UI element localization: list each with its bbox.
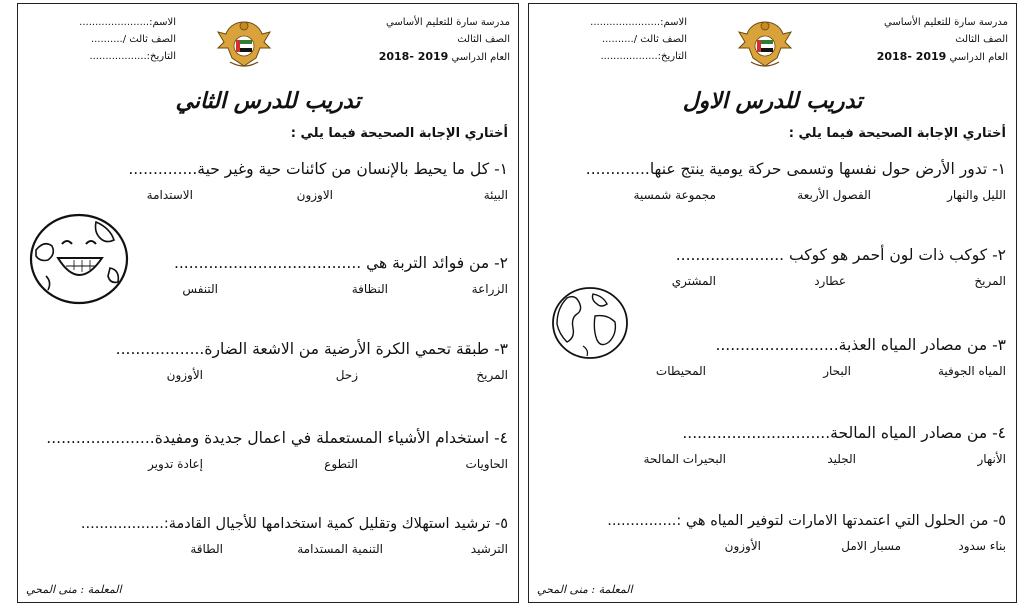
teacher-signature: المعلمة : منى المحي <box>26 583 122 596</box>
question-options <box>28 457 508 477</box>
option-1[interactable]: الليل والنهار <box>947 188 1006 202</box>
question-options <box>28 188 508 208</box>
school-name: مدرسة سارة للتعليم الأساسي <box>883 17 1008 28</box>
option-3[interactable]: المشتري <box>671 274 716 288</box>
option-2[interactable]: مسبار الامل <box>841 539 901 553</box>
option-3[interactable]: المحيطات <box>655 364 706 378</box>
question-text: ٢- من فوائد التربة هي ...................................... <box>173 254 508 272</box>
student-info <box>26 14 176 65</box>
question-4 <box>28 429 508 477</box>
grade-label: الصف الثالث <box>457 34 510 45</box>
school-info <box>877 14 1008 66</box>
option-3[interactable]: إعادة تدوير <box>148 457 203 471</box>
option-1[interactable]: المريخ <box>476 368 508 382</box>
question-text: ٣- طبقة تحمي الكرة الأرضية من الاشعة الضارة.................. <box>115 340 508 358</box>
question-5 <box>28 516 508 562</box>
teacher-signature: المعلمة : منى المحي <box>537 583 633 596</box>
class-field[interactable]: الصف ثالث /.......... <box>601 34 687 45</box>
option-1[interactable]: الحاويات <box>465 457 508 471</box>
worksheet-lesson-one <box>528 3 1017 603</box>
question-3 <box>28 340 508 388</box>
option-3[interactable]: الأوزون <box>166 368 203 382</box>
worksheet-title: تدريب للدرس الاول <box>682 88 863 114</box>
school-info <box>379 14 510 66</box>
instruction-text: أختاري الإجابة الصحيحة فيما يلي : <box>788 126 1006 141</box>
option-1[interactable]: الزراعة <box>471 282 508 296</box>
option-2[interactable]: الاوزون <box>296 188 333 202</box>
option-2[interactable]: النظافة <box>351 282 388 296</box>
option-1[interactable]: الترشيد <box>470 542 508 556</box>
option-3[interactable]: البحيرات المالحة <box>643 452 726 466</box>
name-field[interactable]: الاسم:...................... <box>590 17 687 28</box>
option-2[interactable]: التطوع <box>324 457 358 471</box>
option-2[interactable]: البحار <box>823 364 851 378</box>
option-3[interactable]: التنفس <box>182 282 218 296</box>
option-3[interactable]: الاستدامة <box>146 188 193 202</box>
globe-icon <box>549 284 631 362</box>
option-2[interactable]: التنمية المستدامة <box>297 542 383 556</box>
question-5 <box>539 513 1006 559</box>
option-2[interactable]: زحل <box>335 368 358 382</box>
option-1[interactable]: البيئة <box>483 188 508 202</box>
instruction-text: أختاري الإجابة الصحيحة فيما يلي : <box>290 126 508 141</box>
question-options <box>539 188 1006 208</box>
question-1 <box>539 160 1006 208</box>
question-text: ٥- من الحلول التي اعتمدتها الامارات لتوفير المياه هي :............... <box>607 513 1006 529</box>
question-options <box>28 542 508 562</box>
question-4 <box>539 424 1006 472</box>
option-3[interactable]: الأوزون <box>724 539 761 553</box>
option-2[interactable]: الجليد <box>827 452 856 466</box>
grade-label: الصف الثالث <box>955 34 1008 45</box>
worksheet-title: تدريب للدرس الثاني <box>175 88 361 114</box>
smiling-earth-icon <box>26 210 132 308</box>
question-options <box>539 539 1006 559</box>
option-2[interactable]: عطارد <box>814 274 846 288</box>
uae-emblem-icon <box>214 14 274 74</box>
school-year: العام الدراسي 2019 -2018 <box>876 50 1008 63</box>
date-field[interactable]: التاريخ:.................. <box>600 51 687 62</box>
option-2[interactable]: الفصول الأربعة <box>797 188 871 202</box>
question-text: ٤- استخدام الأشياء المستعملة في اعمال جديدة ومفيدة...................... <box>46 429 508 447</box>
school-year: العام الدراسي 2019 -2018 <box>378 50 510 63</box>
option-1[interactable]: بناء سدود <box>958 539 1006 553</box>
question-1 <box>28 160 508 208</box>
name-field[interactable]: الاسم:...................... <box>79 17 176 28</box>
option-3[interactable]: مجموعة شمسية <box>633 188 716 202</box>
option-1[interactable]: المريخ <box>974 274 1006 288</box>
question-text: ١- تدور الأرض حول نفسها وتسمى حركة يومية ينتج عنها............. <box>585 160 1006 178</box>
school-name: مدرسة سارة للتعليم الأساسي <box>385 17 510 28</box>
uae-emblem-icon <box>735 14 795 74</box>
question-text: ١- كل ما يحيط بالإنسان من كائنات حية وغير حية.............. <box>128 160 508 178</box>
question-options <box>539 452 1006 472</box>
question-text: ٢- كوكب ذات لون أحمر هو كوكب ...................... <box>675 246 1006 264</box>
student-info <box>537 14 687 65</box>
question-text: ٥- ترشيد استهلاك وتقليل كمية استخدامها للأجيال القادمة:.................. <box>80 516 508 532</box>
question-text: ٣- من مصادر المياه العذبة......................... <box>715 336 1006 354</box>
option-1[interactable]: المياه الجوفية <box>937 364 1006 378</box>
option-3[interactable]: الطاقة <box>190 542 223 556</box>
class-field[interactable]: الصف ثالث /.......... <box>90 34 176 45</box>
question-options <box>539 364 1006 384</box>
question-options <box>28 368 508 388</box>
option-1[interactable]: الأنهار <box>977 452 1006 466</box>
date-field[interactable]: التاريخ:.................. <box>89 51 176 62</box>
worksheet-lesson-two <box>17 3 519 603</box>
question-text: ٤- من مصادر المياه المالحة.............................. <box>682 424 1006 442</box>
